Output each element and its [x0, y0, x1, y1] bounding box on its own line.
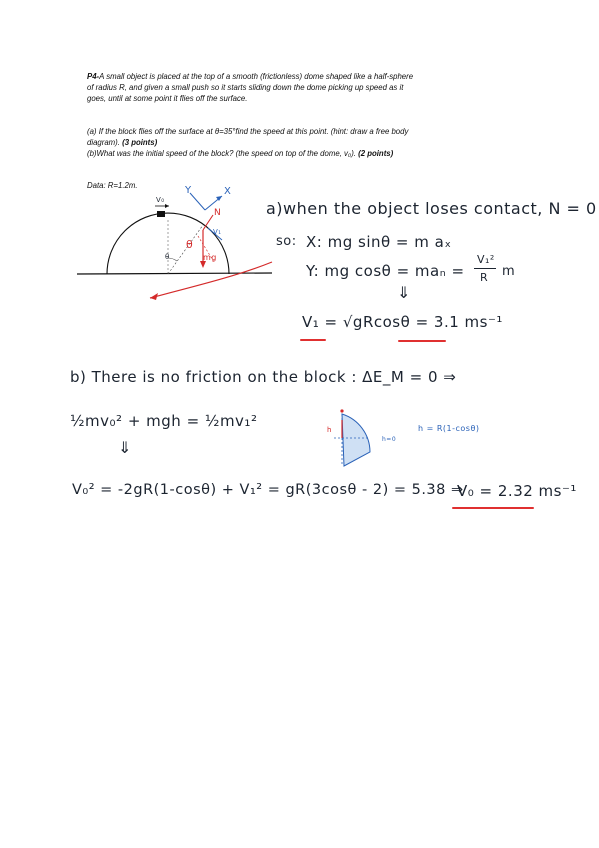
statement-line-3: goes, until at some point it flies off the surface.	[87, 94, 248, 104]
problem-id: P4-	[87, 72, 100, 81]
part-a-points: (3 points)	[122, 138, 158, 148]
mini-h-label: h	[327, 426, 332, 434]
answer-a-implies-arrow: ⇓	[397, 283, 411, 302]
given-data: Data: R=1.2m.	[87, 181, 138, 190]
fraction-denominator: R	[480, 271, 489, 284]
part-a-line-2: diagram). (3 points)	[87, 138, 158, 148]
y-axis-label: Y	[185, 185, 192, 196]
answer-a-so: so:	[276, 234, 297, 249]
final-result: V₀ = 2.32 ms⁻¹	[457, 482, 577, 500]
mg-label: mg	[203, 253, 217, 262]
n-label: N	[214, 208, 222, 218]
mini-h0-label: h=0	[382, 436, 397, 443]
theta-small-label: θ	[165, 253, 170, 261]
v1-label: V₁	[213, 228, 222, 236]
statement-line-2: of radius R, and given a small push so it starts sliding down the dome picking up speed as it	[87, 83, 404, 93]
fraction-mass: m	[502, 264, 516, 279]
part-b-points: (2 points)	[358, 149, 394, 159]
x-equation: X: mg sinθ = m aₓ	[306, 233, 452, 251]
answer-a-heading: a)when the object loses contact, N = 0	[266, 199, 597, 218]
fraction-numerator: V₁²	[477, 253, 495, 266]
final-result-underline	[452, 507, 534, 509]
answer-b-heading: b) There is no friction on the block : ΔE_M = 0 ⇒	[70, 368, 457, 386]
theta-label: θ	[186, 238, 194, 251]
v0-label: V₀	[156, 196, 165, 204]
final-equation: V₀² = -2gR(1-cosθ) + V₁² = gR(3cosθ - 2) = 5.38 ⇒	[72, 482, 464, 498]
y-equation: Y: mg cosθ = maₙ =	[306, 262, 465, 280]
part-a-line-1: (a) If the block flies off the surface at θ=35°find the speed at this point. (hint: draw a free body	[87, 127, 409, 136]
x-axis-label: X	[224, 186, 232, 197]
statement-line-1: P4-A small object is placed at the top of a smooth (frictionless) dome shaped like a half-sphere	[87, 72, 414, 81]
part-b-question: (b)What was the initial speed of the block? (the speed on top of the dome, v₀). (2 points)	[87, 149, 394, 159]
mini-h-equation: h = R(1-cosθ)	[418, 424, 480, 433]
answer-b-implies-arrow: ⇓	[118, 438, 132, 457]
energy-equation: ½mv₀² + mgh = ½mv₁²	[70, 412, 258, 430]
answer-a-result: V₁ = √gRcosθ = 3.1 ms⁻¹	[302, 313, 503, 331]
